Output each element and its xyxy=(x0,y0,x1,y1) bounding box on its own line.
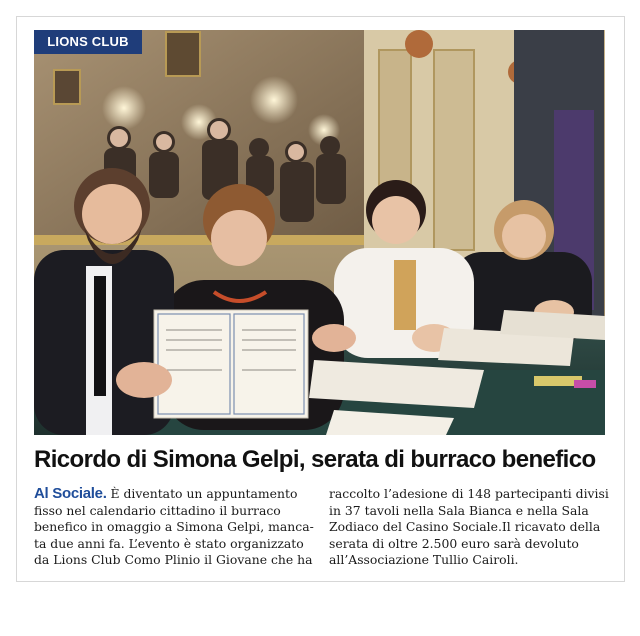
article-kicker: Al Sociale. xyxy=(34,485,107,502)
body-line: da Lions Club Como Plinio il Giovane che ha xyxy=(34,552,313,568)
body-line: fisso nel calendario cittadino il burraco xyxy=(34,502,281,518)
body-line: Al Sociale. È diventato un appuntamento xyxy=(34,485,298,502)
body-line: raccolto l’adesione di 148 partecipanti divisi xyxy=(329,486,609,501)
body-line: benefico in omaggio a Simona Gelpi, manca- xyxy=(34,519,314,535)
body-line: ta due anni fa. L’evento è stato organizzato xyxy=(34,535,304,551)
event-photo xyxy=(34,30,605,435)
body-line: Zodiaco del Casino Sociale.Il ricavato della xyxy=(329,519,601,535)
article-column-right xyxy=(329,486,609,569)
body-line: in 37 tavoli nella Sala Bianca e nella Sala xyxy=(329,502,589,518)
body-line: serata di oltre 2.500 euro sarà devoluto xyxy=(329,535,579,551)
section-tag: LIONS CLUB xyxy=(34,30,142,54)
article-column-left xyxy=(34,486,314,569)
article-headline: Ricordo di Simona Gelpi, serata di burraco benefico xyxy=(34,446,596,473)
body-line: all’Associazione Tullio Cairoli. xyxy=(329,552,519,568)
